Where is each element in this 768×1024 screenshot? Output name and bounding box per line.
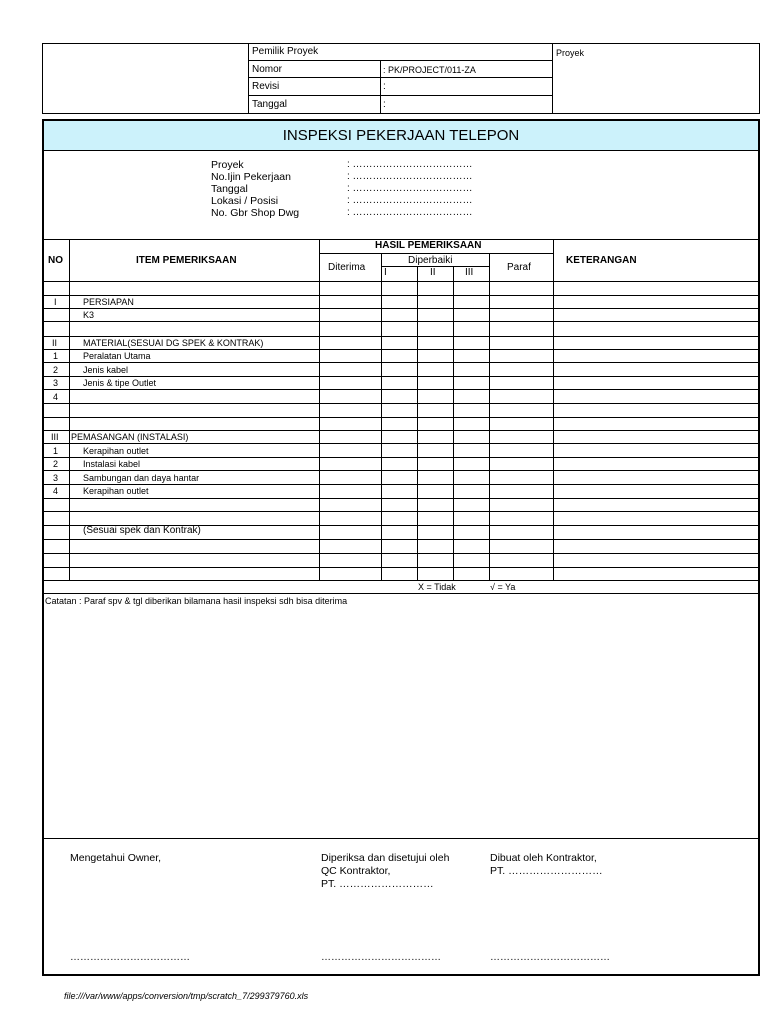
owner-label: Pemilik Proyek [252,46,319,57]
legend-ya: √ = Ya [490,582,516,592]
row-no: 3 [53,378,59,388]
row-item: PERSIAPAN [83,297,134,307]
row-no: 3 [53,473,59,483]
sign-kontraktor-line1: Dibuat oleh Kontraktor, [490,852,597,864]
row-no: 2 [53,365,59,375]
col-divider [553,239,554,581]
row-rule [44,443,758,444]
row-item: Instalasi kabel [83,459,141,469]
row-rule [44,389,758,390]
row-item: Peralatan Utama [83,351,151,361]
sign-qc-line1: Diperiksa dan disetujui oleh [321,852,450,864]
row-no: 2 [53,459,59,469]
row-rule [44,567,758,568]
signature-rule [44,838,758,839]
row-item: Jenis & tipe Outlet [83,378,157,388]
info-values [347,159,473,219]
sign-kontraktor-dots: ……………………………… [490,952,610,963]
row-item: (Sesuai spek dan Kontrak) [83,525,201,536]
info-value: : ……………………………… [347,195,473,206]
row-rule [44,511,758,512]
row-rule [44,484,758,485]
page-title: INSPEKSI PEKERJAAN TELEPON [44,121,758,151]
col-keterangan: KETERANGAN [566,255,637,266]
col-ii: II [430,267,436,278]
row-rule [44,593,758,594]
header-rule [248,95,552,96]
row-item: PEMASANGAN (INSTALASI) [71,432,189,442]
info-label: No.Ijin Pekerjaan [211,171,291,183]
sign-qc-dots: ……………………………… [321,952,441,963]
tanggal-value: : [383,99,386,110]
proyek-header-label: Proyek [556,48,585,58]
row-item: MATERIAL(SESUAI DG SPEK & KONTRAK) [83,338,264,348]
catatan-note: Catatan : Paraf spv & tgl diberikan bilamana hasil inspeksi sdh bisa diterima [45,596,348,606]
sign-owner-dots: ……………………………… [70,952,190,963]
col-hasil: HASIL PEMERIKSAAN [375,240,482,251]
row-rule [44,498,758,499]
info-labels [211,159,299,219]
row-no: 4 [53,392,59,402]
col-item: ITEM PEMERIKSAAN [136,255,237,266]
row-no: II [52,338,58,348]
row-rule [44,362,758,363]
row-item: Jenis kabel [83,365,129,375]
row-rule [44,457,758,458]
col-i: I [384,267,387,278]
nomor-label: Nomor [252,64,283,75]
header-divider [380,61,381,114]
col-divider [417,266,418,581]
col-paraf: Paraf [507,262,531,273]
row-rule [44,470,758,471]
col-diperbaiki: Diperbaiki [408,255,453,266]
sign-qc-line3: PT. ……………………… [321,878,434,890]
header-rule [248,77,552,78]
info-label: Lokasi / Posisi [211,195,279,207]
info-value: : ……………………………… [347,183,473,194]
tanggal-label: Tanggal [252,99,288,110]
row-item: Kerapihan outlet [83,446,149,456]
header-rule [248,60,552,61]
row-no: 4 [53,486,59,496]
header-divider [248,43,249,114]
nomor-value: : PK/PROJECT/011-ZA [383,65,476,75]
info-value: : ……………………………… [347,207,473,218]
row-rule [44,580,758,581]
table-rule [44,281,758,282]
row-no: 1 [53,446,59,456]
header-divider [552,43,553,114]
info-label: Proyek [211,159,244,171]
row-rule [44,553,758,554]
row-rule [44,539,758,540]
col-diterima: Diterima [328,262,366,273]
legend-tidak: X = Tidak [418,582,456,592]
col-iii: III [465,267,474,278]
row-no: 1 [53,351,59,361]
row-rule [44,349,758,350]
row-item: Kerapihan outlet [83,486,149,496]
row-no: III [51,432,59,442]
document-header [42,43,760,114]
row-no: I [54,297,57,307]
col-divider [69,239,70,581]
file-path: file:///var/www/apps/conversion/tmp/scratch_7/299379760.xls [64,991,309,1001]
table-rule [320,253,553,254]
revisi-label: Revisi [252,81,280,92]
sign-qc-line2: QC Kontraktor, [321,865,391,877]
col-divider [319,239,320,581]
row-item: Sambungan dan daya hantar [83,473,200,483]
revisi-value: : [383,81,386,92]
info-value: : ……………………………… [347,171,473,182]
row-rule [44,417,758,418]
info-label: No. Gbr Shop Dwg [211,207,300,219]
row-rule [44,321,758,322]
sign-owner: Mengetahui Owner, [70,852,162,864]
row-rule [44,295,758,296]
col-no: NO [48,255,63,266]
row-item: K3 [83,310,95,320]
col-divider [453,266,454,581]
sign-kontraktor-line2: PT. ……………………… [490,865,603,877]
info-label: Tanggal [211,183,248,195]
row-rule [44,403,758,404]
info-value: : ……………………………… [347,159,473,170]
row-rule [44,308,758,309]
